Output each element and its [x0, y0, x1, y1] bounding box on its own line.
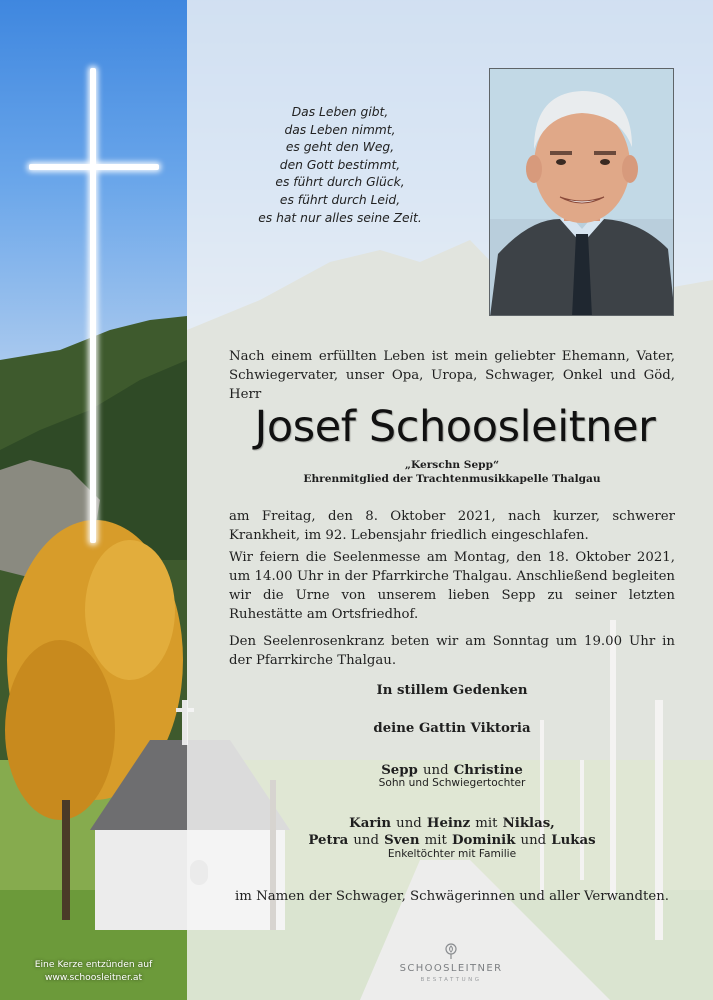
portrait-photo: [489, 68, 674, 316]
mourner-name: Sven: [384, 833, 420, 848]
rose-logo-icon: [442, 942, 460, 960]
poem-line: Das Leben gibt,: [291, 105, 389, 119]
honor-title: Ehrenmitglied der Trachtenmusikkapelle Thalgau: [303, 473, 601, 485]
nickname: „Kerschn Sepp“: [404, 459, 500, 471]
mass-notice: Wir feiern die Seelenmesse am Montag, den 18. Oktober 2021, um 14.00 Uhr in der Pfarrkirche Thalgau. Anschließend begleiten wir die Urne von unserem lieben Sepp zu seiner letzten Ruhestätte am Ortsfriedhof.: [229, 550, 675, 622]
connector: und: [520, 833, 547, 848]
poem-line: es hat nur alles seine Zeit.: [258, 210, 422, 225]
connector: und: [396, 816, 422, 831]
poem: [232, 104, 448, 227]
portrait-illustration: [490, 69, 674, 316]
poem-line: das Leben nimmt,: [284, 122, 396, 137]
mourner-name: Petra: [308, 833, 349, 848]
death-notice: am Freitag, den 8. Oktober 2021, nach kurzer, schwerer Krankheit, im 92. Lebensjahr friedlich eingeschlafen.: [229, 509, 675, 543]
mourner-grandchildren-relation: Enkeltöchter mit Familie: [387, 848, 517, 860]
nickname-block: [229, 458, 675, 486]
poem-line: es geht den Weg,: [285, 140, 395, 155]
connector: mit: [475, 816, 498, 831]
cross-icon: [90, 68, 96, 543]
mourner-name: Karin: [349, 816, 392, 831]
candle-text: Eine Kerze entzünden auf: [34, 959, 153, 970]
mourner-wife: deine Gattin Viktoria: [373, 721, 531, 736]
poem-line: es führt durch Glück,: [275, 175, 405, 190]
mourner-name: Heinz: [426, 816, 471, 831]
cross-icon-bar: [29, 164, 159, 170]
connector: mit: [424, 833, 447, 848]
mourner-name: Niklas,: [502, 816, 555, 831]
poem-line: den Gott bestimmt,: [279, 157, 401, 172]
poem-line: es führt durch Leid,: [279, 192, 401, 207]
connector: und: [353, 833, 379, 848]
intro-text: Nach einem erfüllten Leben ist mein geliebter Ehemann, Vater, Schwiegervater, unser Opa, Uropa, Schwager, Onkel und Göd, Herr: [229, 349, 675, 402]
closing-line: im Namen der Schwager, Schwägerinnen und aller Verwandten.: [235, 889, 669, 904]
deceased-name: Josef Schoosleitner: [254, 402, 656, 452]
mourner-name: Sepp: [381, 763, 418, 778]
mourner-son-relation: Sohn und Schwiegertochter: [378, 777, 526, 789]
candle-link-block: [0, 958, 187, 984]
mourner-name: Christine: [453, 763, 523, 778]
mourner-name: Dominik: [451, 833, 516, 848]
rosary-notice: Den Seelenrosenkranz beten wir am Sonntag um 19.00 Uhr in der Pfarrkirche Thalgau.: [229, 634, 675, 668]
mourners-heading: In stillem Gedenken: [376, 683, 528, 698]
connector: und: [422, 763, 449, 778]
company-logo-text: SCHOOSLEITNER: [399, 963, 503, 974]
company-logo-subtitle: BESTATTUNG: [420, 977, 482, 983]
mourner-grandchildren-line2: [229, 829, 675, 848]
website-link[interactable]: www.schoosleitner.at: [44, 972, 143, 983]
mourner-name: Lukas: [551, 833, 596, 848]
